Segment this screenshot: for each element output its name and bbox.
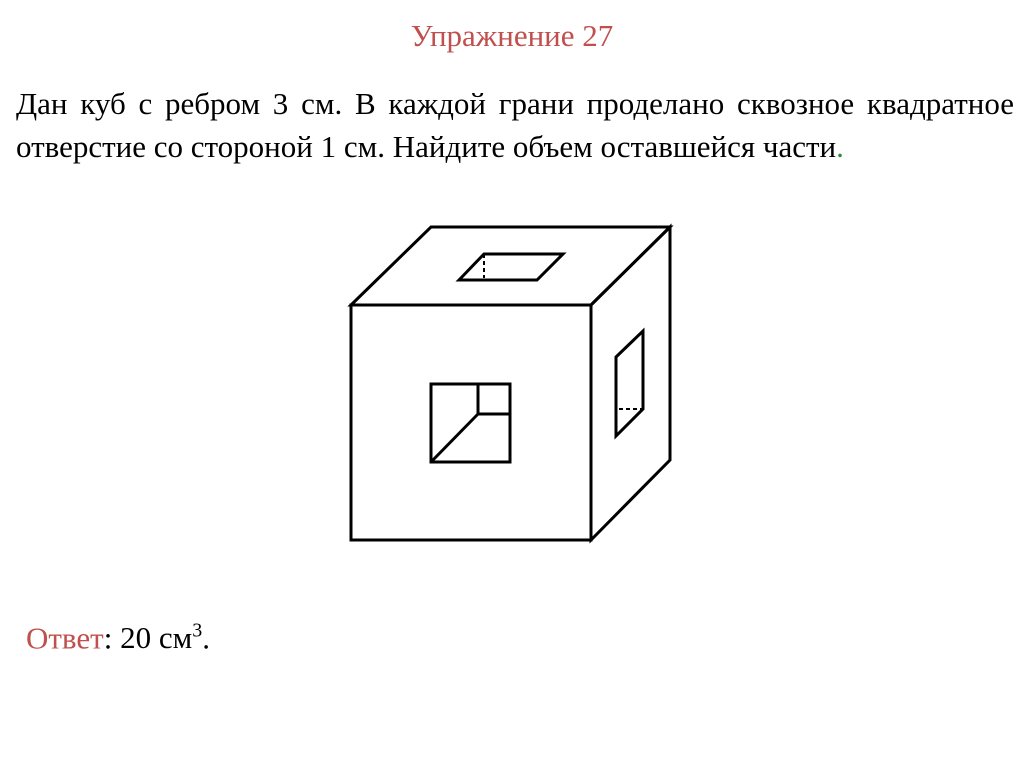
answer-period: . bbox=[202, 620, 210, 656]
front-hole-inner-diagonal bbox=[431, 414, 478, 462]
problem-period: . bbox=[836, 129, 844, 164]
cube-figure bbox=[340, 215, 685, 550]
exercise-title: Упражнение 27 bbox=[410, 18, 614, 53]
answer-value bbox=[120, 620, 202, 655]
answer-line bbox=[26, 620, 210, 656]
right-hole bbox=[616, 331, 643, 436]
problem-statement bbox=[16, 82, 1014, 168]
answer-number: 20 см bbox=[120, 620, 193, 656]
cube-right-face bbox=[591, 227, 670, 540]
cube-top-face bbox=[351, 227, 670, 305]
answer-exponent: 3 bbox=[192, 620, 203, 642]
problem-text: Дан куб с ребром 3 см. В каждой грани проделано сквозное квадратное отверстие со стороной 1 см. Найдите объем оставшейся части bbox=[16, 86, 1014, 164]
answer-colon: : bbox=[103, 620, 113, 656]
answer-label: Ответ bbox=[26, 620, 104, 656]
top-hole bbox=[459, 254, 563, 280]
